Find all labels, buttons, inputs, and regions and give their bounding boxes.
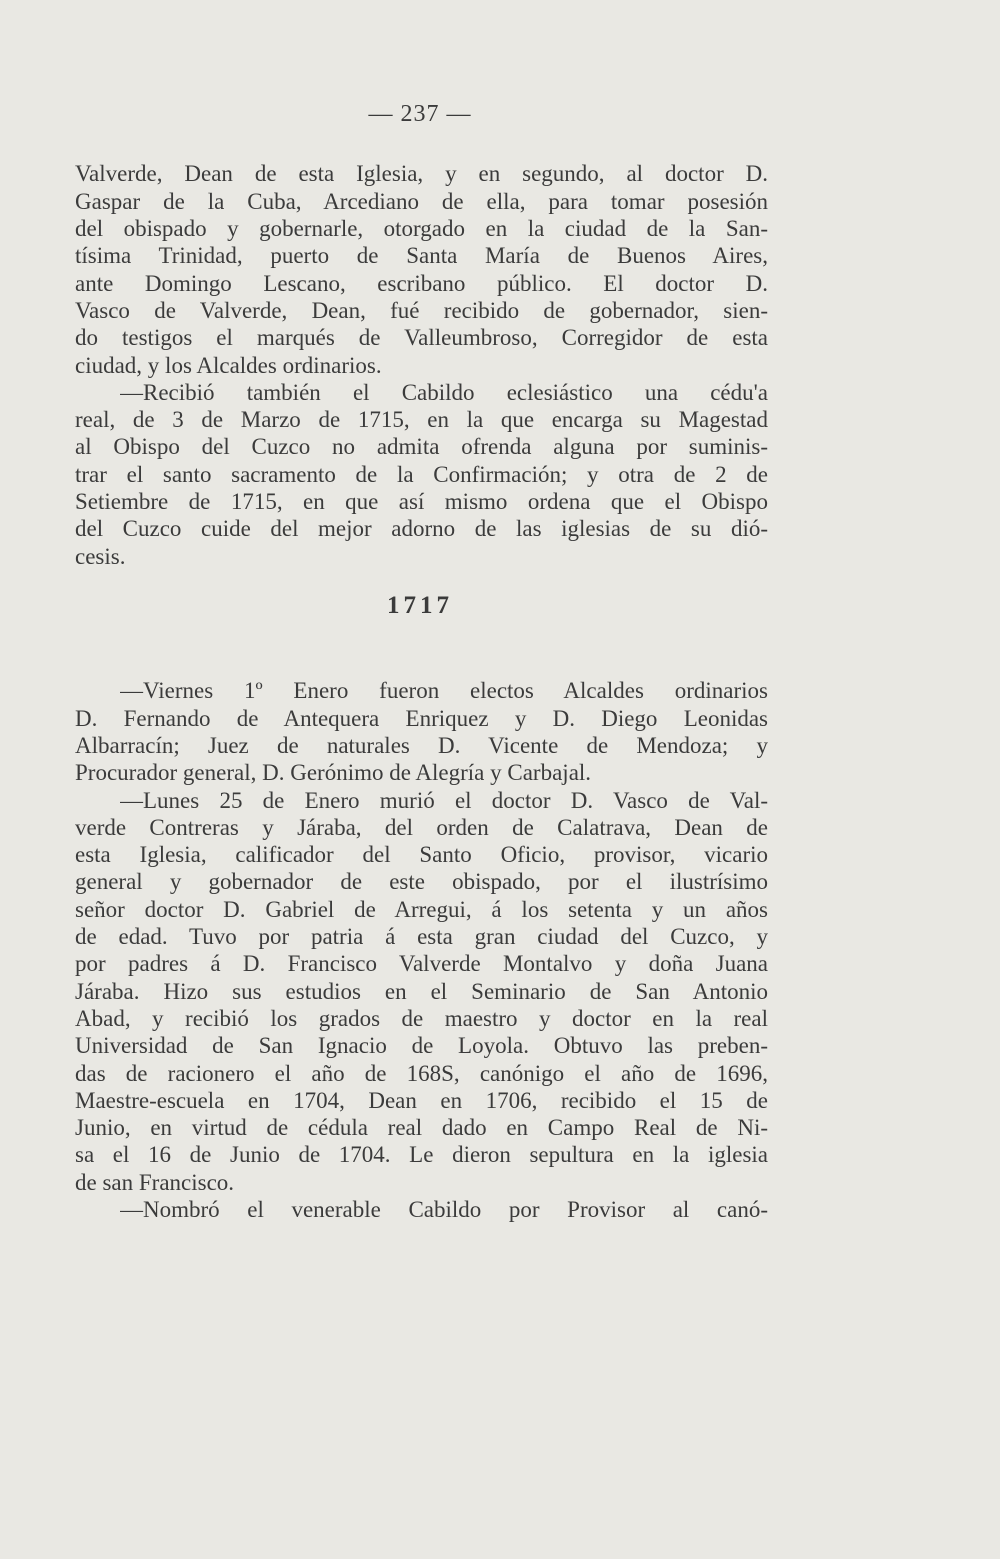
text-line: general y gobernador de este obispado, por el ilustrísimo (75, 869, 768, 894)
text-line: señor doctor D. Gabriel de Arregui, á los setenta y un años (75, 897, 768, 922)
text-line: al Obispo del Cuzco no admita ofrenda alguna por suminis- (75, 434, 768, 459)
text-line: —Lunes 25 de Enero murió el doctor D. Vasco de Val- (120, 788, 768, 813)
text-line: —Recibió también el Cabildo eclesiástico una cédu'a (120, 380, 768, 405)
page-number: — 237 — (368, 101, 472, 127)
text-line: —Nombró el venerable Cabildo por Provisor al canó- (120, 1197, 768, 1222)
text-line: —Viernes 1º Enero fueron electos Alcaldes ordinarios (120, 678, 768, 703)
text-line: Járaba. Hizo sus estudios en el Seminario de San Antonio (75, 979, 768, 1004)
text-line: Maestre-escuela en 1704, Dean en 1706, recibido el 15 de (75, 1088, 768, 1113)
text-line: cesis. (75, 544, 126, 569)
text-line: sa el 16 de Junio de 1704. Le dieron sepultura en la iglesia (75, 1142, 768, 1167)
text-line: Abad, y recibió los grados de maestro y doctor en la real (75, 1006, 768, 1031)
text-line: de san Francisco. (75, 1170, 235, 1195)
text-line: del obispado y gobernarle, otorgado en la ciudad de la San- (75, 216, 768, 241)
text-line: esta Iglesia, calificador del Santo Oficio, provisor, vicario (75, 842, 768, 867)
text-line: por padres á D. Francisco Valverde Montalvo y doña Juana (75, 951, 768, 976)
text-line: das de racionero el año de 168S, canónigo el año de 1696, (75, 1061, 768, 1086)
text-line: verde Contreras y Járaba, del orden de Calatrava, Dean de (75, 815, 768, 840)
text-line: Universidad de San Ignacio de Loyola. Obtuvo las preben- (75, 1033, 768, 1058)
text-line: Setiembre de 1715, en que así mismo ordena que el Obispo (75, 489, 768, 514)
text-line: ciudad, y los Alcaldes ordinarios. (75, 353, 382, 378)
text-line: Gaspar de la Cuba, Arcediano de ella, para tomar posesión (75, 189, 768, 214)
text-line: Albarracín; Juez de naturales D. Vicente de Mendoza; y (75, 733, 768, 758)
text-line: Junio, en virtud de cédula real dado en Campo Real de Ni- (75, 1115, 768, 1140)
text-line: Vasco de Valverde, Dean, fué recibido de gobernador, sien- (75, 298, 768, 323)
text-line: ante Domingo Lescano, escribano público. El doctor D. (75, 271, 768, 296)
text-line: do testigos el marqués de Valleumbroso, Corregidor de esta (75, 325, 768, 350)
text-line: del Cuzco cuide del mejor adorno de las iglesias de su dió- (75, 516, 768, 541)
text-line: Procurador general, D. Gerónimo de Alegría y Carbajal. (75, 760, 592, 785)
text-line: tísima Trinidad, puerto de Santa María de Buenos Aires, (75, 243, 768, 268)
year-heading: 1717 (387, 592, 453, 619)
text-line: Valverde, Dean de esta Iglesia, y en segundo, al doctor D. (75, 161, 768, 186)
text-line: trar el santo sacramento de la Confirmación; y otra de 2 de (75, 462, 768, 487)
text-line: D. Fernando de Antequera Enriquez y D. Diego Leonidas (75, 706, 768, 731)
text-line: de edad. Tuvo por patria á esta gran ciudad del Cuzco, y (75, 924, 768, 949)
text-line: real, de 3 de Marzo de 1715, en la que encarga su Magestad (75, 407, 768, 432)
